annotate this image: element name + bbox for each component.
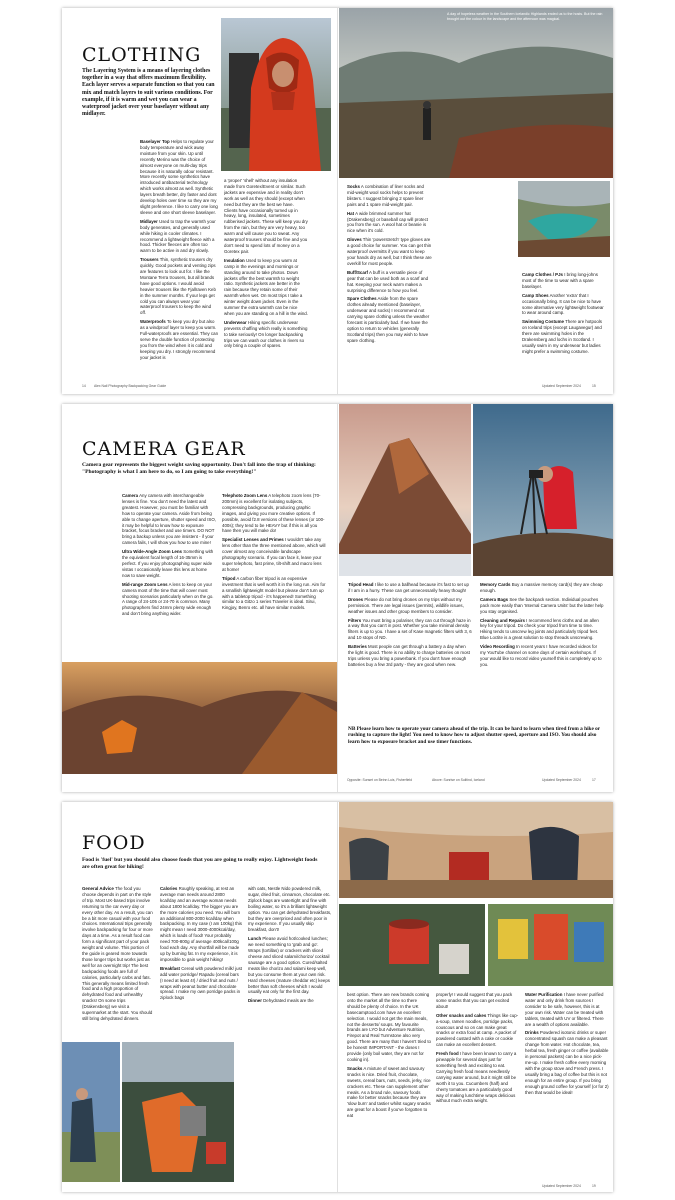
food-column-5 — [436, 992, 520, 1182]
camp-cooking-photo — [339, 802, 613, 898]
camp-cooking-illustration — [339, 802, 613, 898]
camera-item: Tripod Head I like to use a ballhead because it's fast to set up if I am in a hurry. These can get unnecessarily heavy though! — [348, 582, 469, 593]
page-number-left: 14 — [82, 384, 86, 388]
food-column-4 — [347, 992, 431, 1182]
food-column-6 — [525, 992, 609, 1182]
clothing-column-4 — [522, 272, 608, 382]
food-title: FOOD — [82, 832, 146, 854]
hiker-red-jacket-photo — [221, 18, 331, 171]
camera-item: Batteries Most people can get through a battery a day when the light is good. There is no ability to charge batteries on most trips unless you bring a powerbank. If you don't have enough batteries buy a few 3rd party - they are good when new. — [348, 644, 470, 667]
pot-and-stove-photo — [339, 904, 485, 986]
sulitind-sunrise-photo — [339, 404, 471, 576]
food-packets-illustration — [488, 904, 613, 986]
footer-updated: Updated September 2024 — [542, 384, 581, 388]
page-number-right: 17 — [592, 778, 596, 782]
camera-item: Camera Any camera with interchangeable lenses is fine. You don't need the latest and greatest. However, you must be familiar with how to operate your camera. Aside from being able to change aperture, shutter speed and ISO, it may be helpful to know how to exposure bracket, focus bracket and use timers. DO NOT bring a backup unless you are insistent - if your camera fails, I will show you how to use mine! — [122, 493, 216, 546]
food-item: General Advice The food you choose depends in part on the style of trip. Most UK-based trips involve returning to the car every day or every other day. As a result, you can be a bit more casual with your food choices. International trips generally involve backpacking for four or more days at a time. As a result food can form a significant part of your pack weight and volume. This portion of the guide is geared more towards those longer trips but works just as well for an overnight trip! The best backpacking foods are full of calories, particularly carbs and fats. This generally means limited fresh food and a high proportion of dehydrated food and unhealthy snacks! On some trips (Drakensberg) we visit a supermarket at the start. You should still bring dehydrated dinners. — [82, 886, 153, 1021]
camera-column-2 — [222, 493, 326, 658]
footer-updated: Updated September 2024 — [542, 778, 581, 782]
clothing-item: Gloves Thin 'powerstretch' type gloves are a good choice for summer. You can get thin waterproof overmitts if you want to keep your hands dry as well, but I think these are overkill for most people. — [347, 237, 432, 266]
clothing-item: Midlayer Used to trap the warmth your body generates, and generally used while hiking in cooler climates. I recommend a lightweight fleece with a hood. Thicker fleeces are often too warm to be active in and dry slowly. — [140, 218, 216, 254]
camera-lead: Camera gear represents the biggest weight saving opportunity. Don't fall into the trap of thinking: "Photography is what I am here to do, so I am going to take everything!" — [82, 462, 316, 475]
clothing-item: Waterproofs To keep you dry but also as a windproof layer to keep you warm. Full-waterproofs are essential. They can serve the double function of protecting you from the wind when it is cold and keeping you dry. I strongly recommend your jacket is — [140, 319, 218, 360]
food-column-3 — [248, 886, 332, 1182]
sunset-ridge-illustration — [62, 662, 337, 774]
clothing-item: Baselayer Top Helps to regulate your body temperature and wick away moisture from your skin. Up until recently Merino was the choice of almost everyone on multi-day trips because it is naturally odour resistant. More recently some synthetics have introduced antibacterial technology which works almost as well. Synthetic layers breath better, dry faster and dont develop holes over time so they are my slight preference. I like to carry one long sleeve and one short sleeve baselayer. — [140, 139, 218, 215]
food-item: Snacks A mixture of sweet and savoury snacks is nice. Dried fruit, chocolate, sweets, cereal bars, nuts, seeds, jerky, rice crackers etc. These can supplement other meals. As a broad rule, savoury foods make for better snacks because they are 'slow burn' and tastier whilst sugary snacks are great for a boost if you've forgotten to eat — [347, 1065, 431, 1119]
food-item: Water Purification I have never purified water and only drink from sources I consider to be safe, however, this is at your own risk. Water can be treated with tablets, treated with UV or filtered. There are a wealth of options available. — [525, 992, 604, 1027]
camera-item: Specialist Lenses and Primes I wouldn't take any lens other than the three mentioned above, which will cover almost any conceivable landscape photography scenario. If you can face it, leave your super telephoto, fast prime, tilt-shift and macro lens at home! — [222, 537, 326, 572]
clothing-title: CLOTHING — [82, 44, 202, 66]
page-fold — [337, 404, 338, 792]
footer-caption-opposite: Opposite: Sunset on Beinn Luis, Fisherfield — [347, 778, 413, 782]
camera-column-3 — [348, 582, 472, 722]
camera-item: Filters You must bring a polariser, they can cut through haze in a way that you can't in post. Whether you take minimal density filters is up to you. I have a set of Kase magnetic filters with 3, 6 and 10 stops of ND. — [348, 617, 472, 641]
camera-item: Mid-range Zoom Lens A lens to keep on your camera most of the time that will cover most shooting scenarios particularly when on the go. A range of 24-105 or 24-70 is common. Many photographers find 24mm plenty wide enough and don't bring anything wider. — [122, 581, 214, 617]
page-number-right: 19 — [592, 1184, 596, 1188]
camera-item: Telephoto Zoom Lens A telephoto zoom lens (70-200mm) is excellent for isolating subjects, compressing backgrounds, producing graphic images, and giving you more creative options. If possible, avoid f2.8 versions of these lenses (or 100-400s); they tend to be HEAVY but if this is all you have then you will make do! — [222, 493, 325, 534]
clothing-lead: The Layering System is a means of layering clothes together in a way that offers maximum flexibility. Each layer serves a separate function so that you can mix and match layers to suit various conditions. For example, if it is warm and wet you can wear a waterproof jacket over your baselayer without any midlayer. — [82, 68, 215, 118]
stove-meal-illustration — [122, 1042, 234, 1182]
food-item: Drinks Powdered isotonic drinks or super concentrated squash can make a pleasant change from water. Hot chocolate, tea, herbal tea, fresh ginger or coffee (available in personal packets) can be a nice pick-me-up. I make fresh coffee every morning with the group stove and French press. I usually bring a bag of coffee but this is not enough for an entire group. If you bring enough ground coffee for yourself (or for 2) then that would be ideal! — [525, 1030, 609, 1095]
clothing-spread — [62, 8, 613, 394]
camera-item: Drones Please do not bring drones on my trips without my permission. There are legal issues (permits), wildlife issues, weather issues and other group members to consider. — [348, 596, 464, 614]
camera-column-1 — [122, 493, 216, 658]
food-item: Breakfast Cereal with powdered milk/ just add water porridge/ Rapadu (cereal bars (I need at least 4!) / dried fruit and nuts / wraps with peanut butter and chocolate spread. I make my own porridge packs in ziplock bags — [160, 965, 242, 1001]
clothing-item: a 'proper' 'shell' without any insulation made from Goretex/Event or similar. Such jackets are expensive and in reality don't work as well as they should (except when need but they are the best we have. Clients have occasionally turned up in heavy, long, insulated, sometimes rubberised jackets. These will keep you dry from the rain, but they are very heavy, too warm and will cause you to sweat. Any waterproof trousers should be fine and you don't need to spend lots of money on a Goretex pair. — [224, 178, 308, 254]
camera-item: Video Recording In recent years I have recorded videos for my YouTube channel on some days of certain workshops. If your would like to record video yourself this is completely up to you. — [480, 644, 602, 667]
footer-caption-above: Above: Sunrise on Sulitind, Iceland — [432, 778, 485, 782]
camera-item: Ultra Wide-Angle Zoom Lens Something with the equivalent focal length of 16-35mm is perfect. If you enjoy photographing super wide vistas I occasionally leave this lens at home now to save weight. — [122, 549, 214, 578]
pot-stove-illustration — [339, 904, 485, 986]
clothing-column-3 — [347, 184, 432, 382]
photographer-illustration — [473, 404, 613, 576]
highlands-landscape-illustration — [339, 8, 613, 178]
camera-spread — [62, 404, 613, 792]
clothing-item: Underwear Hiking specific underwear prevents chaffing which really is something to take seriously! On longer backpacking trips we can wash our clothes in rivers so only bring a couple of spares. — [224, 319, 308, 349]
food-item: Fresh food I have been known to carry a pineapple for several days just for something fresh and exciting to eat. Carrying fresh food means needlessly carrying water around, but it might still be worth it to you. Cucumbers (half) and cherry tomatoes are a particularly good way of making lunchtime wraps delicious without much extra weight. — [436, 1051, 517, 1104]
photographer-tripod-photo — [473, 404, 613, 576]
clothing-item: Camp Shoes Another 'extra' that I occasionally bring. It can be nice to have some alternative very lightweight footwear to wear around camp. — [522, 292, 604, 316]
stove-meal-photo — [122, 1042, 234, 1182]
food-item: properly! I would suggest that you pack some snacks that you can get excited about! — [436, 992, 513, 1009]
page-fold — [337, 802, 338, 1192]
food-item: Lunch Please avoid hot/cooked lunches; we need something to 'grab and go'. Wraps (tortillas) or crackers with sliced cheese and sliced salami/chorizo/ cocktail sausage are a good option. Cured/salted meats like chorizo and salami keep well, but you consume them at your own risk. Hard cheeses (mature cheddar etc) keeps better than soft cheeses which I would usually eat only for the first day. — [248, 936, 330, 995]
green-lake-photo — [518, 181, 610, 257]
food-packets-photo — [488, 904, 613, 986]
hikers-eating-illustration — [62, 1042, 120, 1182]
food-column-1 — [82, 886, 154, 1036]
food-spread — [62, 802, 613, 1192]
clothing-item: Swimming Costume There are hotpools on Iceland trips (except Laugavegur) and there are swimming holes in the Drakensberg and lochs in Scotland. I usually swim in my underwear but ladies might prefer a swimming costume. — [522, 319, 602, 354]
food-item: with oats, Nestle Nido powdered milk, sugar, dried fruit, cinnamon, chocolate etc. Ziplock bags are watertight and fine with boiling water, so it's a brilliant lightweight option. You can get dehydrated breakfasts, but they are overpriced and often poor in my experience. If you usually skip breakfast, don't! — [248, 886, 332, 933]
food-lead: Food is 'fuel' but you should also choose foods that you are going to really enjoy. Lightweight foods are often great for hiking! — [82, 857, 318, 870]
camera-item: Camera Bags See the backpack section. Individual pouches pack more easily than 'Internal Camera Units' but the latter help you stay organised. — [480, 596, 604, 614]
peak-clouds-illustration — [339, 404, 471, 576]
page-fold — [337, 8, 338, 394]
clothing-item: Hat A wide brimmed summer hat (Drakensberg) or baseball cap will protect you from the sun. A wool hat or beanie is nice when it's cold. — [347, 210, 429, 234]
clothing-item: Insulation Used to keep you warm at camp in the evenings and mornings or standing around to take photos. Down jackets offer the best warmth to weight ratio. Synthetic jackets are better in the rain because they retain some of their warmth when wet. On most trips I take a winter weight down jacket. Even in the summer the extra warmth can be nice when you are standing on a hill in the wind. — [224, 257, 308, 316]
iceland-highlands-photo — [339, 8, 613, 178]
camera-column-4 — [480, 582, 604, 722]
food-item: Calories Roughly speaking, at rest an average man needs around 2800 kcal/day and an average woman needs about 1800 kcal/day. The bigger you are the more calories you need. You will burn an additional 800-2000 kcal/day when backpacking. In my case (I am 100kg) this might mean I need 3000-4000kcal/day, which is loads of food! Your probably need 700-800g of average 400kcal/100g food each day. Any shortfall will be made up by burning fat. In my experience, it is impossible to gain weight hiking! — [160, 886, 242, 962]
clothing-column-2 — [224, 178, 308, 382]
footer-guide-title: Alex Nail Photography Backpacking Gear Guide — [94, 384, 167, 388]
beinn-luis-sunset-photo — [62, 662, 337, 774]
photo-caption: A day of hopeless weather in the Southern Icelandic Highlands ended us to the hosts. But the rain brought out the colour in the landscape and the afternoon was magical. — [447, 12, 603, 21]
clothing-item: Spare Clothes Aside from the spare clothes already mentioned (baselayer, underwear and socks) I recommend not carrying spare clothing unless the weather forecast is particularly bad. If we have the option to return to vehicles (generally Scotland trips) then you may wish to have spare clothing. — [347, 296, 430, 343]
hiker-red-jacket-illustration — [221, 18, 331, 171]
food-item: Dinner Dehydrated meals are the — [248, 998, 314, 1004]
clothing-column-1 — [140, 139, 218, 382]
clothing-item: Buff/Scarf A buff is a versatile piece of gear that can be used both as a scarf and hat. Keeping your neck warm makes a surprising difference to how you feel. — [347, 269, 429, 293]
page-number-right: 15 — [592, 384, 596, 388]
hikers-eating-photo — [62, 1042, 120, 1182]
food-item: Other snacks and cakes Things like cup-a-soup, ramen noodles, porridge packs, couscous and so on can make great snacks or extra food at camp. A packet of powdered custard with a cake or cookie can make an excellent dessert. — [436, 1012, 519, 1048]
clothing-item: Socks A combination of liner socks and mid-weight wool socks helps to prevent blisters. I suggest bringing 2 spare liner pairs and 1 spare mid-weight pair. — [347, 184, 424, 207]
green-lake-illustration — [518, 181, 610, 257]
clothing-item: Camp Clothes / PJs I bring long-johns most of the time to wear with a spare baselayer. — [522, 272, 598, 289]
food-item: best option. There are new brands coming onto the market all the time so there should be plenty of choice. In the UK basecamptood.com have an excellent selection. I would not get the main meals, not the desserts/ soups. My favourite brands are LYO but Adventure Nutrition, Firepot and Real Turmstone also very good. There are many that I haven't tried to be honest! IMPORTANT - the doses I provide (only boil water, they are not for cooking in). — [347, 992, 431, 1062]
clothing-item: Trousers Thin, synthetic trousers dry quickly. Good pockets and venting zips are features to look out for. I like the Montane Terra trousers, but all brands have good options. I would avoid heavier trousers like the Fjallraven Keb in the summer months. If your legs get cold you can always wear your waterproof trousers to keep the wind off. — [140, 257, 216, 316]
camera-note: NB Please learn how to operate your camera ahead of the trip. It can be hard to learn when tired from a hike or rushing to capture the light! You need to know how to adjust shutter speed, aperture and ISO. You should also learn how to exposure bracket and use timer functions. — [348, 726, 601, 745]
camera-item: Cleaning and Repairs I recommend lens cloths and an allen key for your tripod. Do check your tripod from time to time. Hiking tends to unscrew leg joints and particularly tripod feet. Blue Loctite is a great solution to stop threads unscrewing. — [480, 617, 599, 641]
camera-item: Tripod A carbon fiber tripod is an expensive investment that is well worth it in the long run. Aim for a smallish lightweight model but please don't turn up with a tabletop tripod - it's happened! Something similar to a Gitzo 1 series Traveler is ideal. Sirui, Kingjoy, Benro etc. all have similar models. — [222, 575, 326, 611]
footer-updated: Updated September 2024 — [542, 1184, 581, 1188]
camera-item: Memory Cards Buy a massive memory card(s) they are cheap enough. — [480, 582, 603, 593]
camera-title: CAMERA GEAR — [82, 438, 246, 460]
